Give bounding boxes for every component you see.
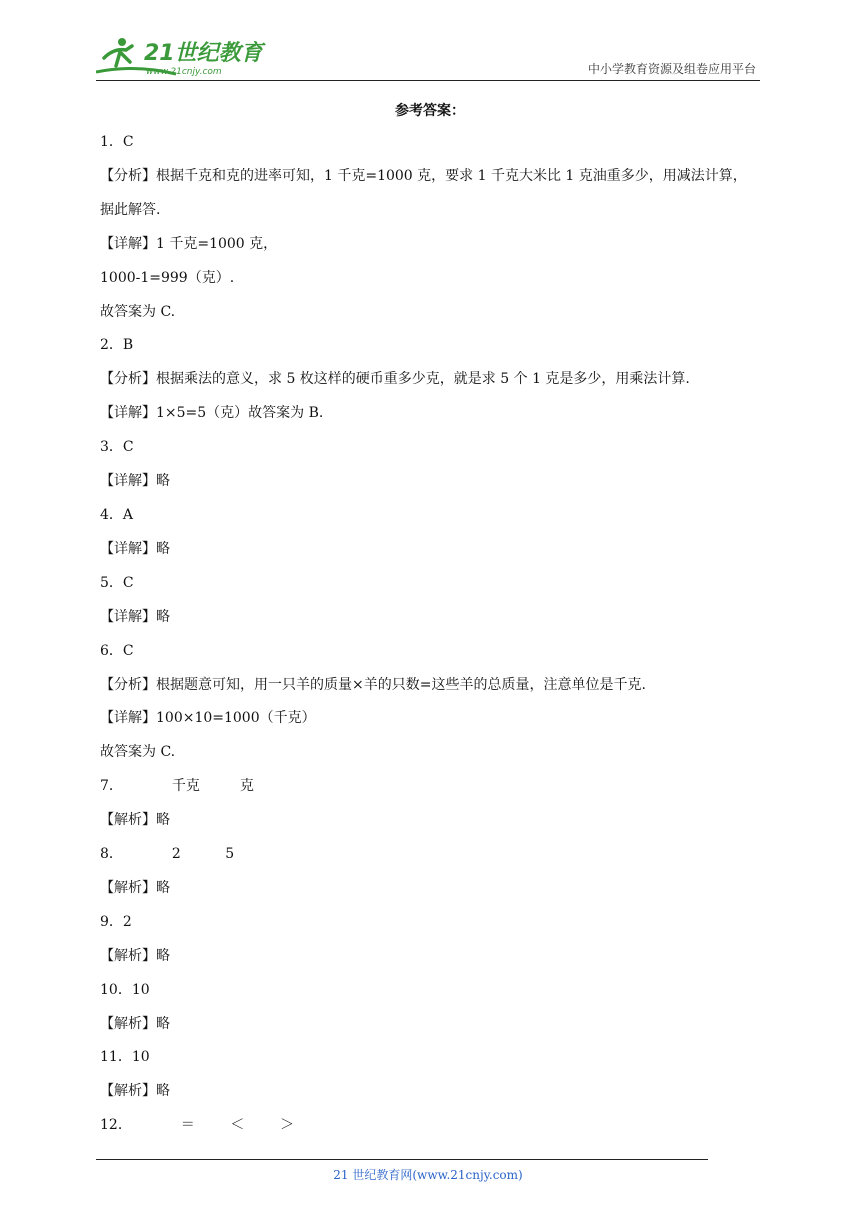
page-title: 参考答案： — [395, 103, 465, 119]
page-header — [96, 28, 760, 81]
answer-line: 2．B — [100, 337, 134, 354]
answer-line: 【详解】略 — [100, 608, 170, 625]
answer-line: 【解析】略 — [100, 1015, 170, 1032]
footer-link[interactable]: 21 世纪教育网(www.21cnjy.com) — [333, 1168, 523, 1182]
answer-line: 【解析】略 — [100, 947, 170, 964]
header-platform-text: 中小学教育资源及组卷应用平台 — [587, 62, 756, 76]
footer-divider — [96, 1159, 708, 1160]
answer-line: 故答案为 C. — [100, 744, 176, 761]
answer-line: 【分析】根据题意可知，用一只羊的质量×羊的只数=这些羊的总质量，注意单位是千克. — [100, 676, 646, 693]
answer-line: 【解析】略 — [100, 879, 170, 896]
answer-line: 【分析】根据千克和克的进率可知，1 千克=1000 克，要求 1 千克大米比 1 克油重多少，用减法计算， — [100, 167, 747, 184]
answer-line: 11．10 — [100, 1049, 150, 1066]
answer-line: 【分析】根据乘法的意义，求 5 枚这样的硬币重多少克，就是求 5 个 1 克是多少，用乘法计算. — [100, 371, 690, 388]
answer-line: 1．C — [100, 134, 134, 150]
answer-line: 1000-1=999（克）. — [100, 269, 235, 286]
21cnjy-logo — [96, 34, 266, 78]
answer-line: 【解析】略 — [100, 812, 170, 829]
answer-line: 5．C — [100, 574, 134, 591]
answer-line: 8． 2 5 — [100, 846, 235, 863]
answer-line: 【详解】略 — [100, 540, 170, 557]
answer-line: 4．A — [100, 506, 134, 523]
answer-line: 【详解】略 — [100, 473, 170, 490]
answer-content — [100, 126, 780, 1143]
answer-line: 3．C — [100, 439, 134, 456]
answer-line: 【详解】100×10=1000（千克） — [100, 710, 316, 727]
answer-line: 7． 千克 克 — [100, 778, 254, 795]
logo-url-text: www.21cnjy.com — [146, 67, 222, 77]
answer-line: 【解析】略 — [100, 1083, 170, 1100]
answer-line: 故答案为 C. — [100, 303, 176, 320]
answer-line: 【详解】1 千克=1000 克， — [100, 235, 278, 252]
answer-line: 据此解答. — [100, 201, 161, 218]
answer-line: 【详解】1×5=5（克）故答案为 B. — [100, 405, 324, 422]
answer-line: 10．10 — [100, 981, 150, 998]
answer-line: 9．2 — [100, 913, 132, 930]
answer-line: 12． ＝ ＜ ＞ — [100, 1117, 294, 1134]
answer-line: 6．C — [100, 642, 134, 659]
logo-text: 21世纪教育 — [144, 41, 263, 66]
